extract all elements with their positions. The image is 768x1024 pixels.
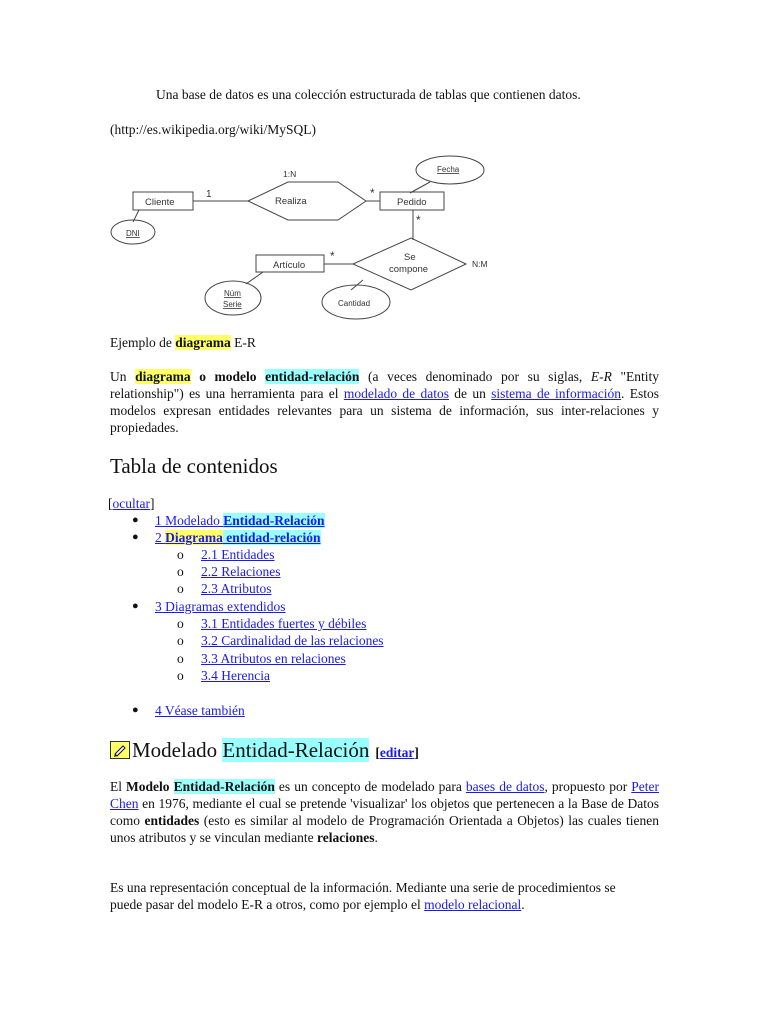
link-sistema-informacion[interactable]: sistema de información: [491, 386, 622, 401]
label-cliente: Cliente: [145, 197, 175, 208]
bullet-icon: ●: [132, 704, 139, 716]
label-fecha: Fecha: [437, 165, 460, 174]
caption-highlight: diagrama: [175, 335, 231, 350]
section-edit: [editar]: [375, 745, 419, 760]
attr-num-serie: [205, 281, 261, 315]
representation-paragraph: Es una representación conceptual de la información. Mediante una serie de procedimientos se puede pasar del modelo E-R a otros, como por ejemplo el modelo relacional.: [110, 880, 616, 912]
circle-bullet-icon: o: [177, 668, 184, 683]
toc-hide-link[interactable]: ocultar: [112, 496, 150, 511]
source-url: (http://es.wikipedia.org/wiki/MySQL): [110, 122, 316, 137]
model-paragraph: El Modelo Entidad-Relación es un concepto de modelado para bases de datos, propuesto por Peter Chen en 1976, mediante el cual se pretende 'visualizar' los objetos que pertenecen a la Base de Datos como entidades (esto es similar al modelo de Programación Orientada a Objetos) las cuales tienen unos atributos y se vinculan mediante relaciones.: [110, 779, 660, 845]
toc-item-4[interactable]: 4 Véase también: [155, 703, 245, 718]
toc-item-3-4[interactable]: 3.4 Herencia: [201, 668, 270, 683]
label-compone: compone: [389, 264, 429, 275]
toc-item-2-2[interactable]: 2.2 Relaciones: [201, 564, 281, 579]
label-se: Se: [404, 252, 416, 263]
intro-line: Una base de datos es una colección estructurada de tablas que contienen datos.: [156, 87, 581, 102]
label-pedido: Pedido: [397, 197, 427, 208]
toc-item-3-3[interactable]: 3.3 Atributos en relaciones: [201, 651, 346, 666]
bullet-icon: ●: [132, 531, 139, 543]
circle-bullet-icon: o: [177, 651, 184, 666]
toc-item-3-2[interactable]: 3.2 Cardinalidad de las relaciones: [201, 633, 384, 648]
toc-hide: [ocultar]: [108, 496, 155, 511]
label-realiza: Realiza: [275, 196, 307, 207]
edit-link[interactable]: editar: [379, 745, 415, 760]
label-serie: Serie: [223, 300, 242, 309]
circle-bullet-icon: o: [177, 616, 184, 631]
link-peter-chen[interactable]: Peter Chen: [110, 779, 659, 811]
label-cantidad: Cantidad: [338, 299, 371, 308]
card-star-articulo: *: [330, 249, 335, 263]
label-dni: DNI: [126, 229, 140, 238]
er-diagram: [108, 152, 518, 322]
card-star-pedido: *: [370, 186, 375, 200]
toc-item-3-1[interactable]: 3.1 Entidades fuertes y débiles: [201, 616, 367, 631]
link-modelado-datos[interactable]: modelado de datos: [343, 386, 449, 401]
toc-title: Tabla de contenidos: [110, 454, 278, 478]
card-1n: 1:N: [283, 169, 297, 179]
bullet-icon: ●: [132, 514, 139, 526]
intro-paragraph: Un diagrama o modelo entidad-relación (a veces denominado por su siglas, E-R "Entity relationship") es una herramienta para el modelado de datos de un sistema de información. Estos modelos expresan entidades relevantes para un sistema de información, sus inter-relaciones y propiedades.: [110, 369, 660, 435]
card-1: 1: [206, 189, 212, 200]
circle-bullet-icon: o: [177, 581, 184, 596]
card-nm: N:M: [472, 259, 488, 269]
bullet-icon: ●: [132, 600, 139, 612]
section-title: Modelado Entidad-Relación: [132, 737, 370, 762]
label-articulo: Artículo: [273, 260, 306, 271]
edit-pencil-icon[interactable]: [110, 741, 130, 759]
card-star-compone: *: [416, 213, 421, 227]
toc-item-3[interactable]: 3 Diagramas extendidos: [155, 599, 286, 614]
toc-item-2-3[interactable]: 2.3 Atributos: [201, 581, 272, 596]
toc-item-1[interactable]: 1 Modelado Entidad-Relación: [155, 513, 325, 528]
circle-bullet-icon: o: [177, 633, 184, 648]
section-heading: [110, 736, 419, 764]
toc-item-2[interactable]: 2 Diagrama entidad-relación: [155, 530, 321, 545]
relation-realiza: [248, 182, 366, 220]
toc-item-2-1[interactable]: 2.1 Entidades: [201, 547, 275, 562]
circle-bullet-icon: o: [177, 547, 184, 562]
diagram-caption: Ejemplo de diagrama E-R: [110, 335, 256, 350]
link-bases-datos[interactable]: bases de datos: [465, 779, 545, 794]
link-modelo-relacional[interactable]: modelo relacional: [424, 897, 522, 912]
label-num: Núm: [224, 289, 241, 298]
circle-bullet-icon: o: [177, 564, 184, 579]
